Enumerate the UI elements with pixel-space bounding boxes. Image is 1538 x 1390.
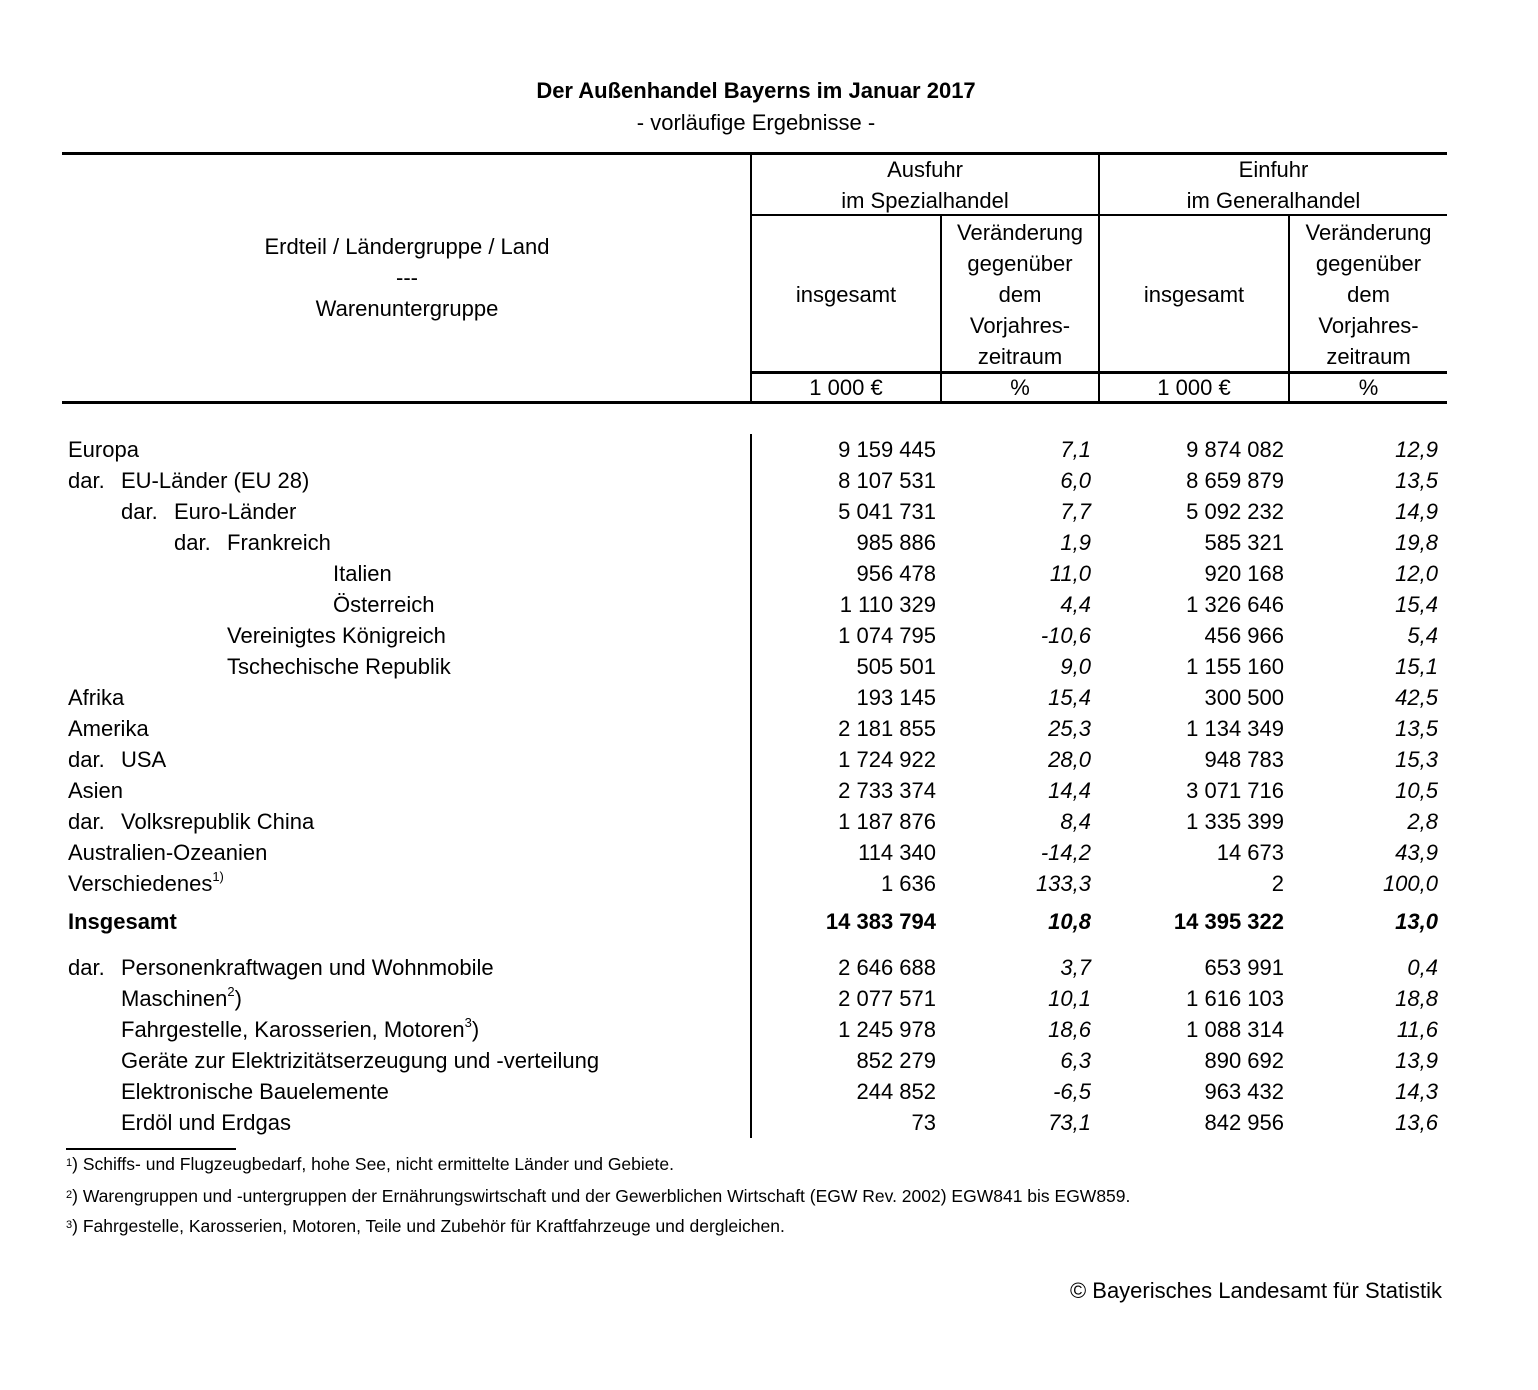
import-change: 13,5 bbox=[1395, 468, 1438, 493]
row-label-text: Frankreich bbox=[227, 530, 331, 555]
import-change: 14,3 bbox=[1395, 1079, 1438, 1104]
goods-row bbox=[0, 1107, 1538, 1138]
import-change: 13,5 bbox=[1395, 716, 1438, 741]
row-label-text: Euro-Länder bbox=[174, 499, 297, 524]
export-change: 73,1 bbox=[1048, 1110, 1091, 1135]
import-change: 2,8 bbox=[1407, 809, 1438, 834]
row-prefix: dar. bbox=[68, 468, 105, 493]
import-value: 920 168 bbox=[1204, 561, 1284, 586]
export-change: 3,7 bbox=[1060, 955, 1091, 980]
export-value: 2 733 374 bbox=[838, 778, 936, 803]
header-text: dem bbox=[1347, 282, 1390, 307]
import-value: 890 692 bbox=[1204, 1048, 1284, 1073]
row-label-text: Italien bbox=[333, 561, 392, 586]
import-value: 585 321 bbox=[1204, 530, 1284, 555]
export-change: 6,3 bbox=[1060, 1048, 1091, 1073]
export-change: 7,7 bbox=[1060, 499, 1091, 524]
row-label bbox=[121, 983, 242, 1014]
row-label bbox=[333, 558, 392, 589]
total-row bbox=[0, 906, 1538, 937]
footnote-marker: 3 bbox=[464, 1015, 472, 1030]
row-label-text: Personenkraftwagen und Wohnmobile bbox=[121, 955, 494, 980]
row-label bbox=[68, 713, 149, 744]
import-change: 12,9 bbox=[1395, 437, 1438, 462]
row-label bbox=[121, 1014, 479, 1045]
export-change-unit: % bbox=[1010, 375, 1030, 400]
export-change: 9,0 bbox=[1060, 654, 1091, 679]
import-value: 842 956 bbox=[1204, 1110, 1284, 1135]
import-change: 13,9 bbox=[1395, 1048, 1438, 1073]
row-label-text: Verschiedenes bbox=[68, 871, 213, 896]
import-change: 5,4 bbox=[1407, 623, 1438, 648]
export-value: 5 041 731 bbox=[838, 499, 936, 524]
import-value: 456 966 bbox=[1204, 623, 1284, 648]
import-value: 9 874 082 bbox=[1186, 437, 1284, 462]
export-value: 1 187 876 bbox=[838, 809, 936, 834]
export-change: 25,3 bbox=[1048, 716, 1091, 741]
table-row bbox=[0, 558, 1538, 589]
header-text: Veränderung bbox=[957, 220, 1083, 245]
import-value: 1 616 103 bbox=[1186, 986, 1284, 1011]
import-change: 12,0 bbox=[1395, 561, 1438, 586]
row-label bbox=[333, 589, 434, 620]
import-change: 14,9 bbox=[1395, 499, 1438, 524]
goods-row bbox=[0, 1076, 1538, 1107]
row-label-text: Insgesamt bbox=[68, 909, 177, 934]
export-change: 1,9 bbox=[1060, 530, 1091, 555]
table-row bbox=[0, 620, 1538, 651]
goods-row bbox=[0, 1014, 1538, 1045]
table-row bbox=[0, 868, 1538, 899]
header-text: --- bbox=[396, 265, 418, 290]
import-change: 11,6 bbox=[1396, 1017, 1438, 1042]
row-label-text: Asien bbox=[68, 778, 124, 803]
row-label-text: Vereinigtes Königreich bbox=[227, 623, 446, 648]
import-value: 1 155 160 bbox=[1186, 654, 1284, 679]
footnote-marker-tail: ) bbox=[471, 1017, 480, 1042]
header-text: Ausfuhr bbox=[887, 157, 963, 182]
import-change: 10,5 bbox=[1395, 778, 1438, 803]
table-row bbox=[0, 651, 1538, 682]
export-change: 4,4 bbox=[1060, 592, 1091, 617]
row-prefix: dar. bbox=[121, 499, 158, 524]
import-change: 15,1 bbox=[1395, 654, 1438, 679]
export-value: 193 145 bbox=[856, 685, 936, 710]
export-change: 15,4 bbox=[1048, 685, 1091, 710]
row-label bbox=[68, 775, 123, 806]
import-change-header bbox=[1290, 217, 1447, 372]
row-label-text: Fahrgestelle, Karosserien, Motoren bbox=[121, 1017, 465, 1042]
export-value: 73 bbox=[911, 1110, 936, 1135]
header-text: Vorjahres- bbox=[1318, 313, 1419, 338]
row-label bbox=[68, 952, 494, 983]
page-subtitle: - vorläufige Ergebnisse - bbox=[636, 110, 876, 135]
row-label bbox=[68, 434, 139, 465]
row-prefix: dar. bbox=[68, 747, 105, 772]
import-value: 3 071 716 bbox=[1186, 778, 1284, 803]
export-value: 2 077 571 bbox=[838, 986, 936, 1011]
import-value: 1 326 646 bbox=[1186, 592, 1284, 617]
row-label-text: Erdöl und Erdgas bbox=[121, 1110, 291, 1135]
import-value: 5 092 232 bbox=[1186, 499, 1284, 524]
export-value: 2 646 688 bbox=[838, 955, 936, 980]
export-change: 18,6 bbox=[1048, 1017, 1091, 1042]
export-value: 2 181 855 bbox=[838, 716, 936, 741]
row-prefix: dar. bbox=[68, 809, 105, 834]
import-change: 0,4 bbox=[1407, 955, 1438, 980]
header-text: gegenüber bbox=[967, 251, 1073, 276]
row-label-text: Maschinen bbox=[121, 986, 228, 1011]
import-change: 42,5 bbox=[1395, 685, 1438, 710]
row-label bbox=[121, 1045, 599, 1076]
row-prefix: dar. bbox=[68, 955, 105, 980]
export-change: 14,4 bbox=[1048, 778, 1091, 803]
row-label bbox=[68, 465, 309, 496]
footnote-number: 2 bbox=[66, 1189, 73, 1201]
table-row bbox=[0, 589, 1538, 620]
row-label bbox=[68, 806, 314, 837]
import-value: 1 088 314 bbox=[1186, 1017, 1284, 1042]
export-value: 1 074 795 bbox=[838, 623, 936, 648]
export-change: 133,3 bbox=[1035, 871, 1091, 896]
header-text: im Spezialhandel bbox=[841, 188, 1009, 213]
footnote-text: ) Fahrgestelle, Karosserien, Motoren, Teile und Zubehör für Kraftfahrzeuge und dergleichen. bbox=[72, 1216, 785, 1236]
table-row bbox=[0, 744, 1538, 775]
row-label bbox=[174, 527, 331, 558]
table-row bbox=[0, 527, 1538, 558]
goods-row bbox=[0, 952, 1538, 983]
import-change: 18,8 bbox=[1395, 986, 1438, 1011]
header-text: Einfuhr bbox=[1238, 157, 1309, 182]
row-label bbox=[68, 682, 124, 713]
goods-row bbox=[0, 983, 1538, 1014]
row-label bbox=[227, 620, 446, 651]
row-label-text: Tschechische Republik bbox=[227, 654, 451, 679]
export-value: 1 724 922 bbox=[838, 747, 936, 772]
row-label-text: Österreich bbox=[333, 592, 435, 617]
import-value: 14 673 bbox=[1216, 840, 1284, 865]
import-value: 653 991 bbox=[1204, 955, 1284, 980]
page-title: Der Außenhandel Bayerns im Januar 2017 bbox=[536, 78, 976, 103]
table-row bbox=[0, 806, 1538, 837]
export-unit: 1 000 € bbox=[809, 375, 883, 400]
import-change: 19,8 bbox=[1395, 530, 1438, 555]
header-text: im Generalhandel bbox=[1186, 188, 1361, 213]
export-value: 1 245 978 bbox=[838, 1017, 936, 1042]
row-label bbox=[121, 1076, 389, 1107]
footnote-number: 3 bbox=[66, 1219, 73, 1231]
export-value: 9 159 445 bbox=[838, 437, 936, 462]
table-row bbox=[0, 713, 1538, 744]
footnote-marker: 2 bbox=[227, 984, 235, 999]
export-change: 7,1 bbox=[1060, 437, 1091, 462]
header-text: Vorjahres- bbox=[969, 313, 1071, 338]
row-label-text: Volksrepublik China bbox=[121, 809, 315, 834]
export-value: 244 852 bbox=[856, 1079, 936, 1104]
row-label-text: Geräte zur Elektrizitätserzeugung und -verteilung bbox=[121, 1048, 600, 1073]
header-text: Warenuntergruppe bbox=[315, 296, 499, 321]
import-value: 8 659 879 bbox=[1186, 468, 1284, 493]
table-row bbox=[0, 465, 1538, 496]
export-value: 852 279 bbox=[856, 1048, 936, 1073]
export-group-header bbox=[752, 154, 1098, 216]
header-text: Veränderung bbox=[1305, 220, 1432, 245]
row-label bbox=[121, 496, 296, 527]
import-value: 1 134 349 bbox=[1186, 716, 1284, 741]
table-row bbox=[0, 837, 1538, 868]
import-unit: 1 000 € bbox=[1157, 375, 1231, 400]
row-label bbox=[227, 651, 451, 682]
row-label bbox=[68, 744, 166, 775]
export-value: 114 340 bbox=[858, 840, 936, 865]
export-change: 8,4 bbox=[1060, 809, 1091, 834]
row-label-header bbox=[62, 231, 752, 324]
export-total-header: insgesamt bbox=[795, 282, 897, 307]
import-value: 14 395 322 bbox=[1173, 909, 1284, 934]
table-row bbox=[0, 434, 1538, 465]
copyright: © Bayerisches Landesamt für Statistik bbox=[1069, 1278, 1442, 1303]
import-change: 13,0 bbox=[1395, 909, 1438, 934]
row-label bbox=[121, 1107, 291, 1138]
export-change: 10,8 bbox=[1048, 909, 1091, 934]
export-value: 14 383 794 bbox=[825, 909, 936, 934]
footnote-text: ) Warengruppen und -untergruppen der Ernährungswirtschaft und der Gewerblichen Wirtschaft (EGW Rev. 2002) EGW841 bis EGW859. bbox=[72, 1186, 1131, 1206]
import-change: 15,4 bbox=[1395, 592, 1438, 617]
table-row bbox=[0, 496, 1538, 527]
footnote-rule bbox=[66, 1148, 236, 1150]
export-change: -6,5 bbox=[1053, 1079, 1091, 1104]
import-value: 963 432 bbox=[1204, 1079, 1284, 1104]
export-value: 985 886 bbox=[856, 530, 936, 555]
footnote bbox=[66, 1154, 674, 1175]
export-change: 6,0 bbox=[1060, 468, 1091, 493]
import-total-header: insgesamt bbox=[1143, 282, 1245, 307]
export-value: 956 478 bbox=[856, 561, 936, 586]
footnote-marker: 1) bbox=[212, 869, 224, 884]
row-label-text: Afrika bbox=[68, 685, 125, 710]
row-label-text: Elektronische Bauelemente bbox=[121, 1079, 389, 1104]
footnote-number: 1 bbox=[66, 1157, 73, 1169]
import-change-unit: % bbox=[1358, 375, 1379, 400]
footnote-text: ) Schiffs- und Flugzeugbedarf, hohe See, nicht ermittelte Länder und Gebiete. bbox=[72, 1154, 674, 1174]
goods-row bbox=[0, 1045, 1538, 1076]
row-label-text: Amerika bbox=[68, 716, 149, 741]
export-value: 8 107 531 bbox=[838, 468, 936, 493]
export-change: 28,0 bbox=[1048, 747, 1091, 772]
export-change: -14,2 bbox=[1040, 840, 1091, 865]
header-text: dem bbox=[998, 282, 1042, 307]
export-value: 505 501 bbox=[856, 654, 936, 679]
footnote bbox=[66, 1186, 1130, 1207]
header-text: zeitraum bbox=[1326, 344, 1411, 369]
header-text: zeitraum bbox=[977, 344, 1063, 369]
import-change: 15,3 bbox=[1395, 747, 1438, 772]
import-value: 2 bbox=[1271, 871, 1284, 896]
export-change: -10,6 bbox=[1040, 623, 1091, 648]
export-value: 1 636 bbox=[880, 871, 936, 896]
export-change: 11,0 bbox=[1049, 561, 1091, 586]
row-label bbox=[68, 868, 224, 899]
footnote bbox=[66, 1216, 785, 1237]
export-change-header bbox=[942, 217, 1098, 372]
export-value: 1 110 329 bbox=[839, 592, 936, 617]
table-row bbox=[0, 775, 1538, 806]
import-value: 1 335 399 bbox=[1186, 809, 1284, 834]
row-label bbox=[68, 837, 267, 868]
row-label-text: USA bbox=[121, 747, 167, 772]
header-text: gegenüber bbox=[1315, 251, 1422, 276]
table-row bbox=[0, 682, 1538, 713]
import-change: 43,9 bbox=[1395, 840, 1438, 865]
row-label-text: Europa bbox=[68, 437, 139, 462]
export-change: 10,1 bbox=[1048, 986, 1091, 1011]
footnote-marker-tail: ) bbox=[234, 986, 242, 1011]
import-change: 100,0 bbox=[1382, 871, 1438, 896]
import-group-header bbox=[1100, 154, 1447, 216]
import-value: 948 783 bbox=[1204, 747, 1284, 772]
row-label bbox=[68, 906, 177, 937]
import-value: 300 500 bbox=[1204, 685, 1284, 710]
row-label-text: EU-Länder (EU 28) bbox=[121, 468, 310, 493]
header-text: Erdteil / Ländergruppe / Land bbox=[264, 234, 550, 259]
row-label-text: Australien-Ozeanien bbox=[68, 840, 268, 865]
row-prefix: dar. bbox=[174, 530, 211, 555]
import-change: 13,6 bbox=[1395, 1110, 1438, 1135]
